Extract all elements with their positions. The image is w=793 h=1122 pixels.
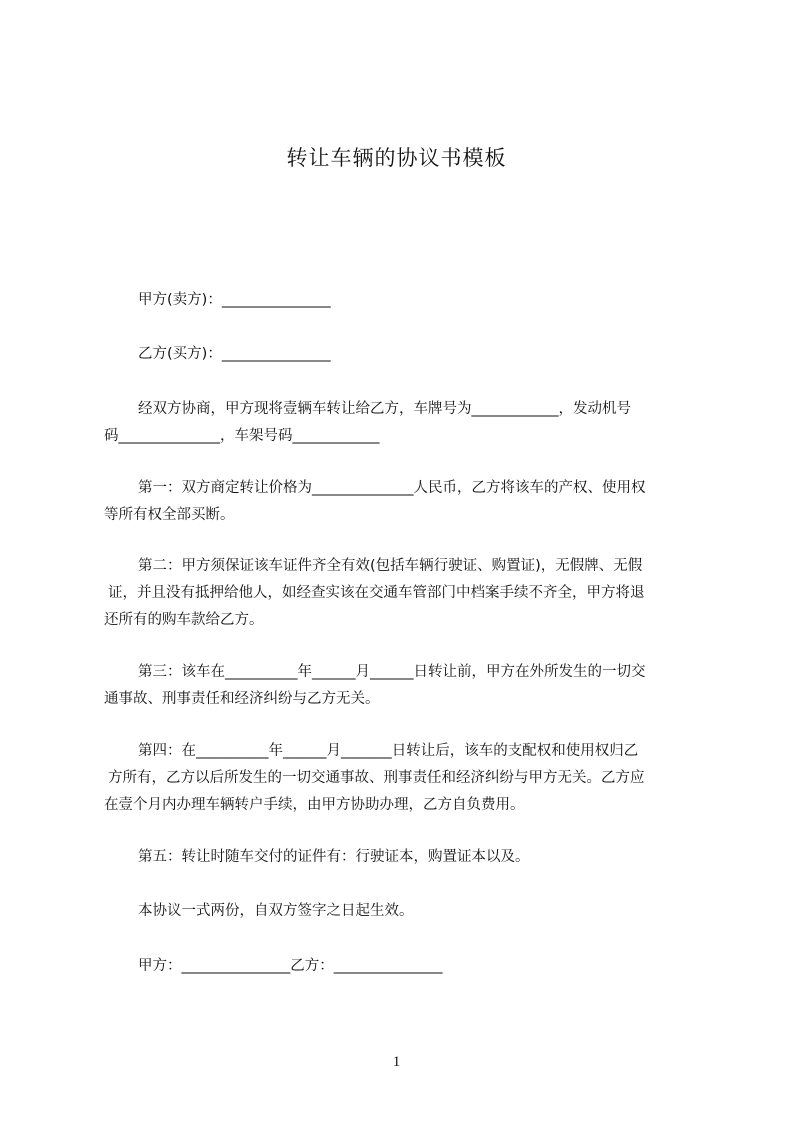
clause-2-line-3: 还所有的购车款给乙方。 [104,612,264,628]
document-title: 转让车辆的协议书模板 [286,146,507,170]
clause-1-line-2: 等所有权全部买断。 [104,507,235,523]
signature-line: 甲方：_______________乙方：_______________ [138,958,443,974]
clause-3-line-2: 通事故、刑事责任和经济纠纷与乙方无关。 [104,691,380,707]
party-a-seller-line: 甲方(卖方)：_______________ [138,292,331,308]
validity-line: 本协议一式两份，自双方签字之日起生效。 [138,903,414,919]
clause-4-line-2: 方所有，乙方以后所发生的一切交通事故、刑事责任和经济纠纷与甲方无关。乙方应 [108,770,645,786]
page-number: 1 [392,1054,401,1070]
clause-2-line-1: 第二：甲方须保证该车证件齐全有效(包括车辆行驶证、购置证)，无假牌、无假 [138,558,643,574]
clause-4-line-1: 第四：在__________年______月_______日转让后，该车的支配权和使用权归乙 [138,743,639,759]
intro-line-1: 经双方协商，甲方现将壹辆车转让给乙方，车牌号为____________，发动机号 [138,401,631,417]
intro-line-2: 码______________，车架号码____________ [104,428,380,444]
clause-4-line-3: 在壹个月内办理车辆转户手续，由甲方协助办理，乙方自负费用。 [104,797,525,813]
clause-5-line: 第五：转让时随车交付的证件有：行驶证本，购置证本以及。 [138,849,530,865]
clause-1-line-1: 第一：双方商定转让价格为______________人民币，乙方将该车的产权、使用权 [138,480,646,496]
clause-2-line-2: 证，并且没有抵押给他人，如经查实该在交通车管部门中档案手续不齐全，甲方将退 [108,585,645,601]
clause-3-line-1: 第三：该车在__________年______月______日转让前，甲方在外所发生的一切交 [138,664,646,680]
party-b-buyer-line: 乙方(买方)：_______________ [138,346,331,362]
